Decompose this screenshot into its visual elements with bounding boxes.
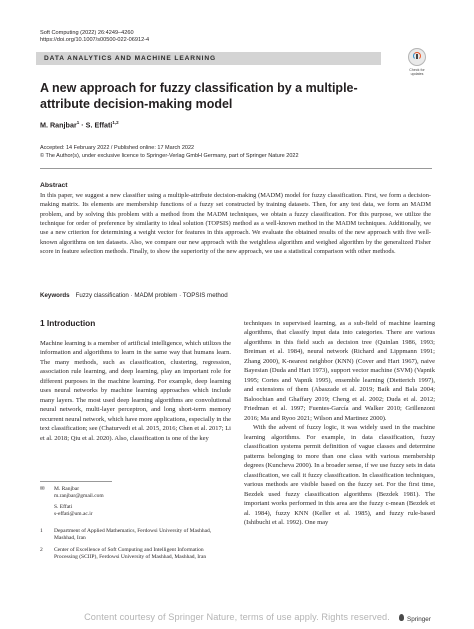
affiliation-text: Center of Excellence of Soft Computing and Intelligent Information Processing (SCIIP), Ferdowsi University of Mashhad, Mashhad, Iran — [54, 547, 207, 561]
contact-email[interactable]: m.ranjbar@gmail.com — [54, 493, 104, 500]
author-affiliation-mark: 1,2 — [112, 120, 119, 125]
update-icon — [408, 48, 426, 66]
contact-email[interactable]: s-effati@um.ac.ir — [54, 510, 93, 517]
correspondence-block — [40, 486, 104, 518]
courtesy-notice: Content courtesy of Springer Nature, terms of use apply. Rights reserved. — [84, 612, 390, 622]
journal-info — [40, 30, 149, 44]
intro-paragraph: techniques in supervised learning, as a sub-field of machine learning algorithms, that classify input data into categories. There are various algorithms in this field such as decision tree (Quinlan 1986, 1993; Breiman et al. 1984), neural network (Richard and Lippmann 1991; Zhang 2000), K-nearest neighbor (KNN) (Cover and Hart 1967), naive Bayesian (Duda and Hart 1973), support vector machine (SVM) (Vapnik 1995; Cortes and Vapnik 1995), ensemble learning (Dietterich 1997), and extensions of them (Abaszade et al. 2019; Baik and Bala 2004; Baloochian and Ghaffary 2019; Cheng et al. 2002; Duda et al. 2012; Friedman et al. 1997; Fuentes-García and Walker 2010; Grillenzoni 2016; Ma and Ryoo 2021; Wilson and Martinez 2000). — [244, 320, 435, 422]
intro-right-column — [244, 319, 435, 528]
keywords-list: Fuzzy classification · MADM problem · TOPSIS method — [75, 292, 228, 299]
affiliation-2 — [40, 547, 218, 562]
intro-paragraph: With the advent of fuzzy logic, it was widely used in the machine learning algorithms. For example, in data classification, fuzzy classification systems permit definition of vague classes and determine patterns belonging to more than one class with various membership degrees (Kuncheva 2000). In a broader sense, if we use fuzzy sets in data classification, we call it fuzzy classification. In classification techniques, various methods are visible based on the fuzzy set. For the first time, Bezdek used fuzzy classification algorithms (Bezdek 1981). The important works performed in this area are the fuzzy c-mean (Bezdek et al. 1984), fuzzy KNN (Keller et al. 1985), and fuzzy rule-based (Ishibuchi et al. 1992). One may — [244, 424, 435, 527]
author-list — [40, 120, 119, 129]
accepted-published-dates: Accepted: 14 February 2022 / Published online: 17 March 2022 — [40, 145, 195, 151]
keywords-label: Keywords — [40, 292, 70, 299]
intro-left-column: Machine learning is a member of artificial intelligence, which utilizes the information and algorithms to learn in the same way that humans learn. The many methods, such as classification, clustering, regression, association rule learning, and deep learning, play an important role for different purposes in the machine learning. For example, deep learning uses neural networks by machine learning approaches which include many layers. The most used deep learning algorithms are convolutional neural network, multi-layer perceptron, and long short-term memory recurrent neural network, which have more applications, especially in the text classification; see (Chaturvedi et al. 2015, 2016; Chen et al. 2017; Li et al. 2018; Qiu et al. 2020). Also, classification is one of the key — [40, 340, 231, 442]
keywords — [40, 292, 228, 299]
affiliation-text: Department of Applied Mathematics, Ferdowsi University of Mashhad, Mashhad, Iran — [54, 528, 212, 542]
check-for-updates-badge[interactable] — [402, 48, 432, 76]
affiliation-mark: 2 — [40, 547, 43, 553]
affiliation-1 — [40, 528, 218, 543]
footnote-divider — [40, 481, 112, 482]
badge-label-line2: updates — [410, 72, 424, 77]
section-heading-introduction: 1 Introduction — [40, 318, 96, 328]
author-affiliation-mark: 1 — [76, 120, 80, 125]
section-banner: DATA ANALYTICS AND MACHINE LEARNING — [36, 52, 381, 65]
author-separator: · — [79, 120, 86, 130]
paper-title: A new approach for fuzzy classification by a multiple-attribute decision-making model — [40, 81, 358, 111]
envelope-icon: ✉ — [40, 486, 45, 492]
abstract-text: In this paper, we suggest a new classifier using a multiple-attribute decision-making (MADM) model for fuzzy classification. First, we form a decision-making matrix. Its elements are membership functions of a fuzzy set constructed by training datasets. Then, for any test data, we form an MADM problem, and by solving this problem with a method from the MADM techniques, we obtain a fuzzy classification. For this purpose, we utilize the technique for order of preference by similarity to ideal solution (TOPSIS) method as a well-known method in the MADM techniques. Additionally, we use a new criterion for determining a weight vector for features in this approach. We evaluate the obtained results of the new approach with five well-known algorithms on ten datasets. Also, we compare our new approach with the weightless algorithm and weighed algorithm by the generalized Fisher score in feature selection methods. Finally, to show the superiority of the new approach, we use a statistical comparison with other methods. — [40, 192, 431, 255]
abstract-heading: Abstract — [40, 182, 68, 189]
contact-name: S. Effati — [54, 503, 73, 510]
publication-dates — [40, 144, 299, 160]
doi-link[interactable]: https://doi.org/10.1007/s00500-022-06912-4 — [40, 37, 150, 43]
contact-name: M. Ranjbar — [54, 486, 80, 492]
affiliation-mark: 1 — [40, 528, 43, 534]
author-name[interactable]: M. Ranjbar — [40, 120, 77, 130]
author-name[interactable]: S. Effati — [85, 120, 113, 130]
publisher-name: Springer — [407, 616, 431, 623]
divider — [40, 168, 432, 169]
journal-citation: Soft Computing (2022) 26:4249–4260 — [40, 30, 134, 36]
badge-label-line1: Check for — [409, 68, 425, 72]
copyright-notice: © The Author(s), under exclusive licence to Springer-Verlag GmbH Germany, part of Springer Nature 2022 — [40, 153, 299, 159]
